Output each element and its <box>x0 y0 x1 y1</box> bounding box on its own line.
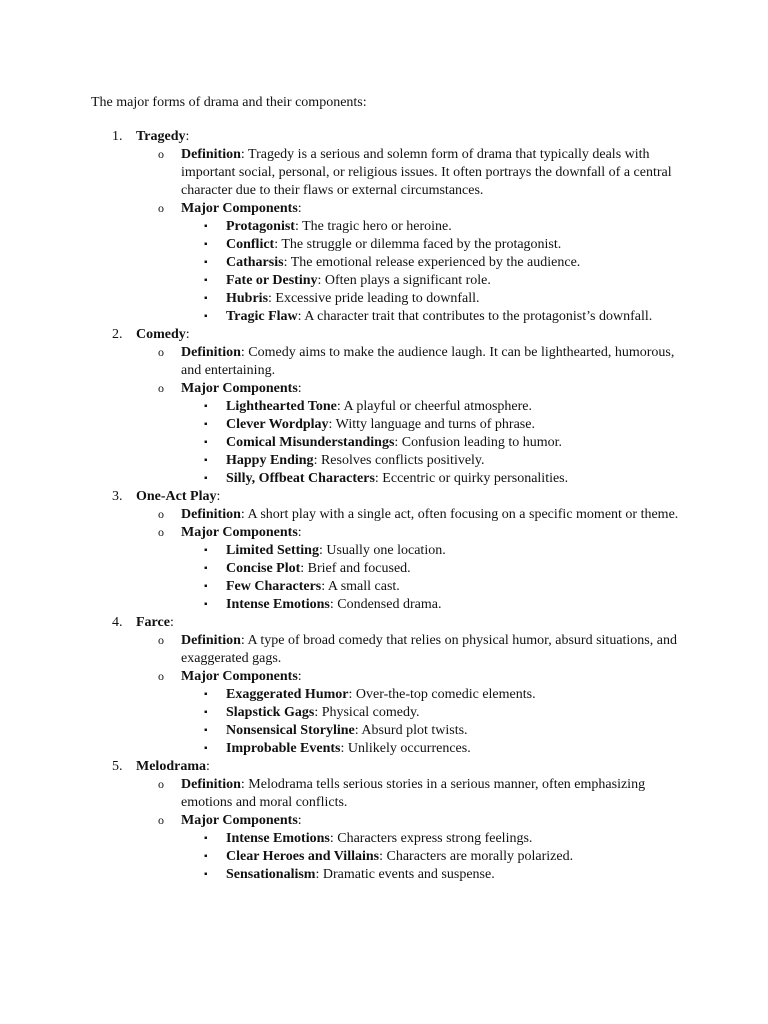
components-label: Major Components <box>181 201 298 216</box>
definition-label: Definition <box>181 345 241 360</box>
square-bullet-icon: ▪ <box>204 599 208 610</box>
component-item <box>0 272 768 290</box>
component-term: Clever Wordplay <box>226 417 329 432</box>
component-term: Few Characters <box>226 579 322 594</box>
component-item <box>0 398 768 416</box>
square-bullet-icon: ▪ <box>204 707 208 718</box>
component-term: Intense Emotions <box>226 597 330 612</box>
components-heading-item <box>0 524 768 542</box>
component-item <box>0 452 768 470</box>
section-heading: Comedy: <box>136 327 190 342</box>
component-desc: : Over-the-top comedic elements. <box>348 687 536 702</box>
component-term: Silly, Offbeat Characters <box>226 471 375 486</box>
definition-item <box>0 506 768 524</box>
circle-bullet-icon: o <box>158 525 164 539</box>
component-desc: : Dramatic events and suspense. <box>315 867 495 882</box>
components-heading-item <box>0 668 768 686</box>
definition-item <box>0 344 768 380</box>
component-text <box>226 542 656 560</box>
component-item <box>0 308 768 326</box>
component-desc: : Characters are morally polarized. <box>379 849 574 864</box>
square-bullet-icon: ▪ <box>204 725 208 736</box>
component-term: Comical Misunderstandings <box>226 435 395 450</box>
section-title: Comedy <box>136 327 186 342</box>
definition-text <box>181 146 681 200</box>
component-desc: : Eccentric or quirky personalities. <box>374 471 569 486</box>
components-heading-item <box>0 812 768 830</box>
square-bullet-icon: ▪ <box>204 275 208 286</box>
component-term: Sensationalism <box>226 867 316 882</box>
component-text <box>226 434 656 452</box>
component-text <box>226 686 656 704</box>
component-item <box>0 218 768 236</box>
component-desc: : Unlikely occurrences. <box>340 741 471 756</box>
components-label: Major Components <box>181 381 298 396</box>
component-item <box>0 560 768 578</box>
component-term: Happy Ending <box>226 453 314 468</box>
section-title: One-Act Play <box>136 489 217 504</box>
definition-item <box>0 776 768 812</box>
component-term: Slapstick Gags <box>226 705 315 720</box>
component-item <box>0 848 768 866</box>
section-number: 4. <box>112 615 123 630</box>
component-item <box>0 236 768 254</box>
section-title: Farce <box>136 615 170 630</box>
component-term: Clear Heroes and Villains <box>226 849 380 864</box>
components-heading: Major Components: <box>181 669 302 684</box>
component-item <box>0 254 768 272</box>
definition-label: Definition <box>181 777 241 792</box>
component-term: Catharsis <box>226 255 284 270</box>
component-text <box>226 560 656 578</box>
component-item <box>0 686 768 704</box>
drama-forms-list <box>0 128 768 884</box>
component-text <box>226 596 656 614</box>
component-desc: : A small cast. <box>321 579 400 594</box>
component-desc: : Absurd plot twists. <box>354 723 468 738</box>
square-bullet-icon: ▪ <box>204 545 208 556</box>
component-term: Intense Emotions <box>226 831 330 846</box>
circle-bullet-icon: o <box>158 345 164 359</box>
section-heading: Farce: <box>136 615 174 630</box>
square-bullet-icon: ▪ <box>204 437 208 448</box>
component-text <box>226 740 656 758</box>
component-desc: : The struggle or dilemma faced by the protagonist. <box>274 237 562 252</box>
circle-bullet-icon: o <box>158 669 164 683</box>
definition-text <box>181 632 681 668</box>
component-term: Fate or Destiny <box>226 273 318 288</box>
square-bullet-icon: ▪ <box>204 833 208 844</box>
square-bullet-icon: ▪ <box>204 293 208 304</box>
component-term: Nonsensical Storyline <box>226 723 355 738</box>
circle-bullet-icon: o <box>158 813 164 827</box>
square-bullet-icon: ▪ <box>204 851 208 862</box>
component-desc: : Often plays a significant role. <box>317 273 491 288</box>
component-text <box>226 416 656 434</box>
component-term: Conflict <box>226 237 275 252</box>
components-heading-item <box>0 200 768 218</box>
component-term: Exaggerated Humor <box>226 687 349 702</box>
component-term: Concise Plot <box>226 561 301 576</box>
section-item <box>0 758 768 776</box>
component-desc: : The emotional release experienced by the audience. <box>283 255 581 270</box>
components-label: Major Components <box>181 813 298 828</box>
intro-text: The major forms of drama and their components: <box>91 95 367 110</box>
component-desc: : Characters express strong feelings. <box>329 831 533 846</box>
definition-text <box>181 344 681 380</box>
section-heading: Tragedy: <box>136 129 190 144</box>
component-item <box>0 290 768 308</box>
circle-bullet-icon: o <box>158 201 164 215</box>
component-text <box>226 470 656 488</box>
section-title: Melodrama <box>136 759 206 774</box>
definition-label: Definition <box>181 507 241 522</box>
component-desc: : Condensed drama. <box>329 597 442 612</box>
square-bullet-icon: ▪ <box>204 401 208 412</box>
component-item <box>0 578 768 596</box>
circle-bullet-icon: o <box>158 147 164 161</box>
component-desc: : Excessive pride leading to downfall. <box>268 291 480 306</box>
section-number: 5. <box>112 759 123 774</box>
square-bullet-icon: ▪ <box>204 581 208 592</box>
component-item <box>0 740 768 758</box>
section-number: 1. <box>112 129 123 144</box>
component-text <box>226 236 656 254</box>
definition-body: : Melodrama tells serious stories in a serious manner, often emphasizing emotions and moral conflicts. <box>181 777 646 810</box>
component-term: Tragic Flaw <box>226 309 298 324</box>
component-item <box>0 416 768 434</box>
section-item <box>0 488 768 506</box>
component-text <box>226 452 656 470</box>
component-text <box>226 290 656 308</box>
component-text <box>226 704 656 722</box>
components-label: Major Components <box>181 525 298 540</box>
component-text <box>226 254 656 272</box>
square-bullet-icon: ▪ <box>204 869 208 880</box>
component-item <box>0 470 768 488</box>
component-item <box>0 704 768 722</box>
components-heading: Major Components: <box>181 381 302 396</box>
component-item <box>0 830 768 848</box>
components-heading: Major Components: <box>181 525 302 540</box>
component-term: Hubris <box>226 291 269 306</box>
component-text <box>226 848 656 866</box>
component-desc: : Usually one location. <box>318 543 446 558</box>
circle-bullet-icon: o <box>158 633 164 647</box>
circle-bullet-icon: o <box>158 777 164 791</box>
component-item <box>0 596 768 614</box>
component-desc: : Brief and focused. <box>300 561 411 576</box>
definition-text <box>181 506 681 524</box>
components-heading-item <box>0 380 768 398</box>
component-text <box>226 308 656 326</box>
component-item <box>0 722 768 740</box>
section-heading: One-Act Play: <box>136 489 221 504</box>
definition-label: Definition <box>181 633 241 648</box>
components-heading: Major Components: <box>181 201 302 216</box>
square-bullet-icon: ▪ <box>204 563 208 574</box>
definition-body: : A type of broad comedy that relies on physical humor, absurd situations, and exaggerated gags. <box>181 633 677 666</box>
component-desc: : Confusion leading to humor. <box>394 435 563 450</box>
square-bullet-icon: ▪ <box>204 455 208 466</box>
component-text <box>226 218 656 236</box>
component-item <box>0 866 768 884</box>
component-desc: : Resolves conflicts positively. <box>313 453 485 468</box>
square-bullet-icon: ▪ <box>204 221 208 232</box>
component-text <box>226 578 656 596</box>
section-item <box>0 326 768 344</box>
square-bullet-icon: ▪ <box>204 239 208 250</box>
definition-item <box>0 146 768 200</box>
square-bullet-icon: ▪ <box>204 473 208 484</box>
component-desc: : A character trait that contributes to the protagonist’s downfall. <box>297 309 653 324</box>
component-desc: : Physical comedy. <box>314 705 420 720</box>
circle-bullet-icon: o <box>158 507 164 521</box>
component-text <box>226 830 656 848</box>
definition-label: Definition <box>181 147 241 162</box>
definition-text <box>181 776 681 812</box>
component-term: Limited Setting <box>226 543 319 558</box>
section-title: Tragedy <box>136 129 186 144</box>
section-number: 3. <box>112 489 123 504</box>
components-heading: Major Components: <box>181 813 302 828</box>
square-bullet-icon: ▪ <box>204 689 208 700</box>
component-desc: : Witty language and turns of phrase. <box>328 417 535 432</box>
component-term: Lighthearted Tone <box>226 399 337 414</box>
component-term: Protagonist <box>226 219 295 234</box>
component-text <box>226 272 656 290</box>
component-item <box>0 434 768 452</box>
section-item <box>0 614 768 632</box>
component-desc: : A playful or cheerful atmosphere. <box>336 399 533 414</box>
circle-bullet-icon: o <box>158 381 164 395</box>
definition-body: : A short play with a single act, often focusing on a specific moment or theme. <box>240 507 679 522</box>
component-item <box>0 542 768 560</box>
component-desc: : The tragic hero or heroine. <box>294 219 452 234</box>
component-term: Improbable Events <box>226 741 341 756</box>
square-bullet-icon: ▪ <box>204 743 208 754</box>
components-label: Major Components <box>181 669 298 684</box>
definition-item <box>0 632 768 668</box>
component-text <box>226 398 656 416</box>
square-bullet-icon: ▪ <box>204 257 208 268</box>
square-bullet-icon: ▪ <box>204 311 208 322</box>
section-number: 2. <box>112 327 123 342</box>
section-item <box>0 128 768 146</box>
definition-body: : Comedy aims to make the audience laugh. It can be lighthearted, humorous, and entertaining. <box>181 345 675 378</box>
component-text <box>226 722 656 740</box>
definition-body: : Tragedy is a serious and solemn form of drama that typically deals with important social, personal, or religious issues. It often portrays the downfall of a central character due to their flaws or external circumstances. <box>181 147 672 198</box>
square-bullet-icon: ▪ <box>204 419 208 430</box>
component-text <box>226 866 656 884</box>
section-heading: Melodrama: <box>136 759 210 774</box>
